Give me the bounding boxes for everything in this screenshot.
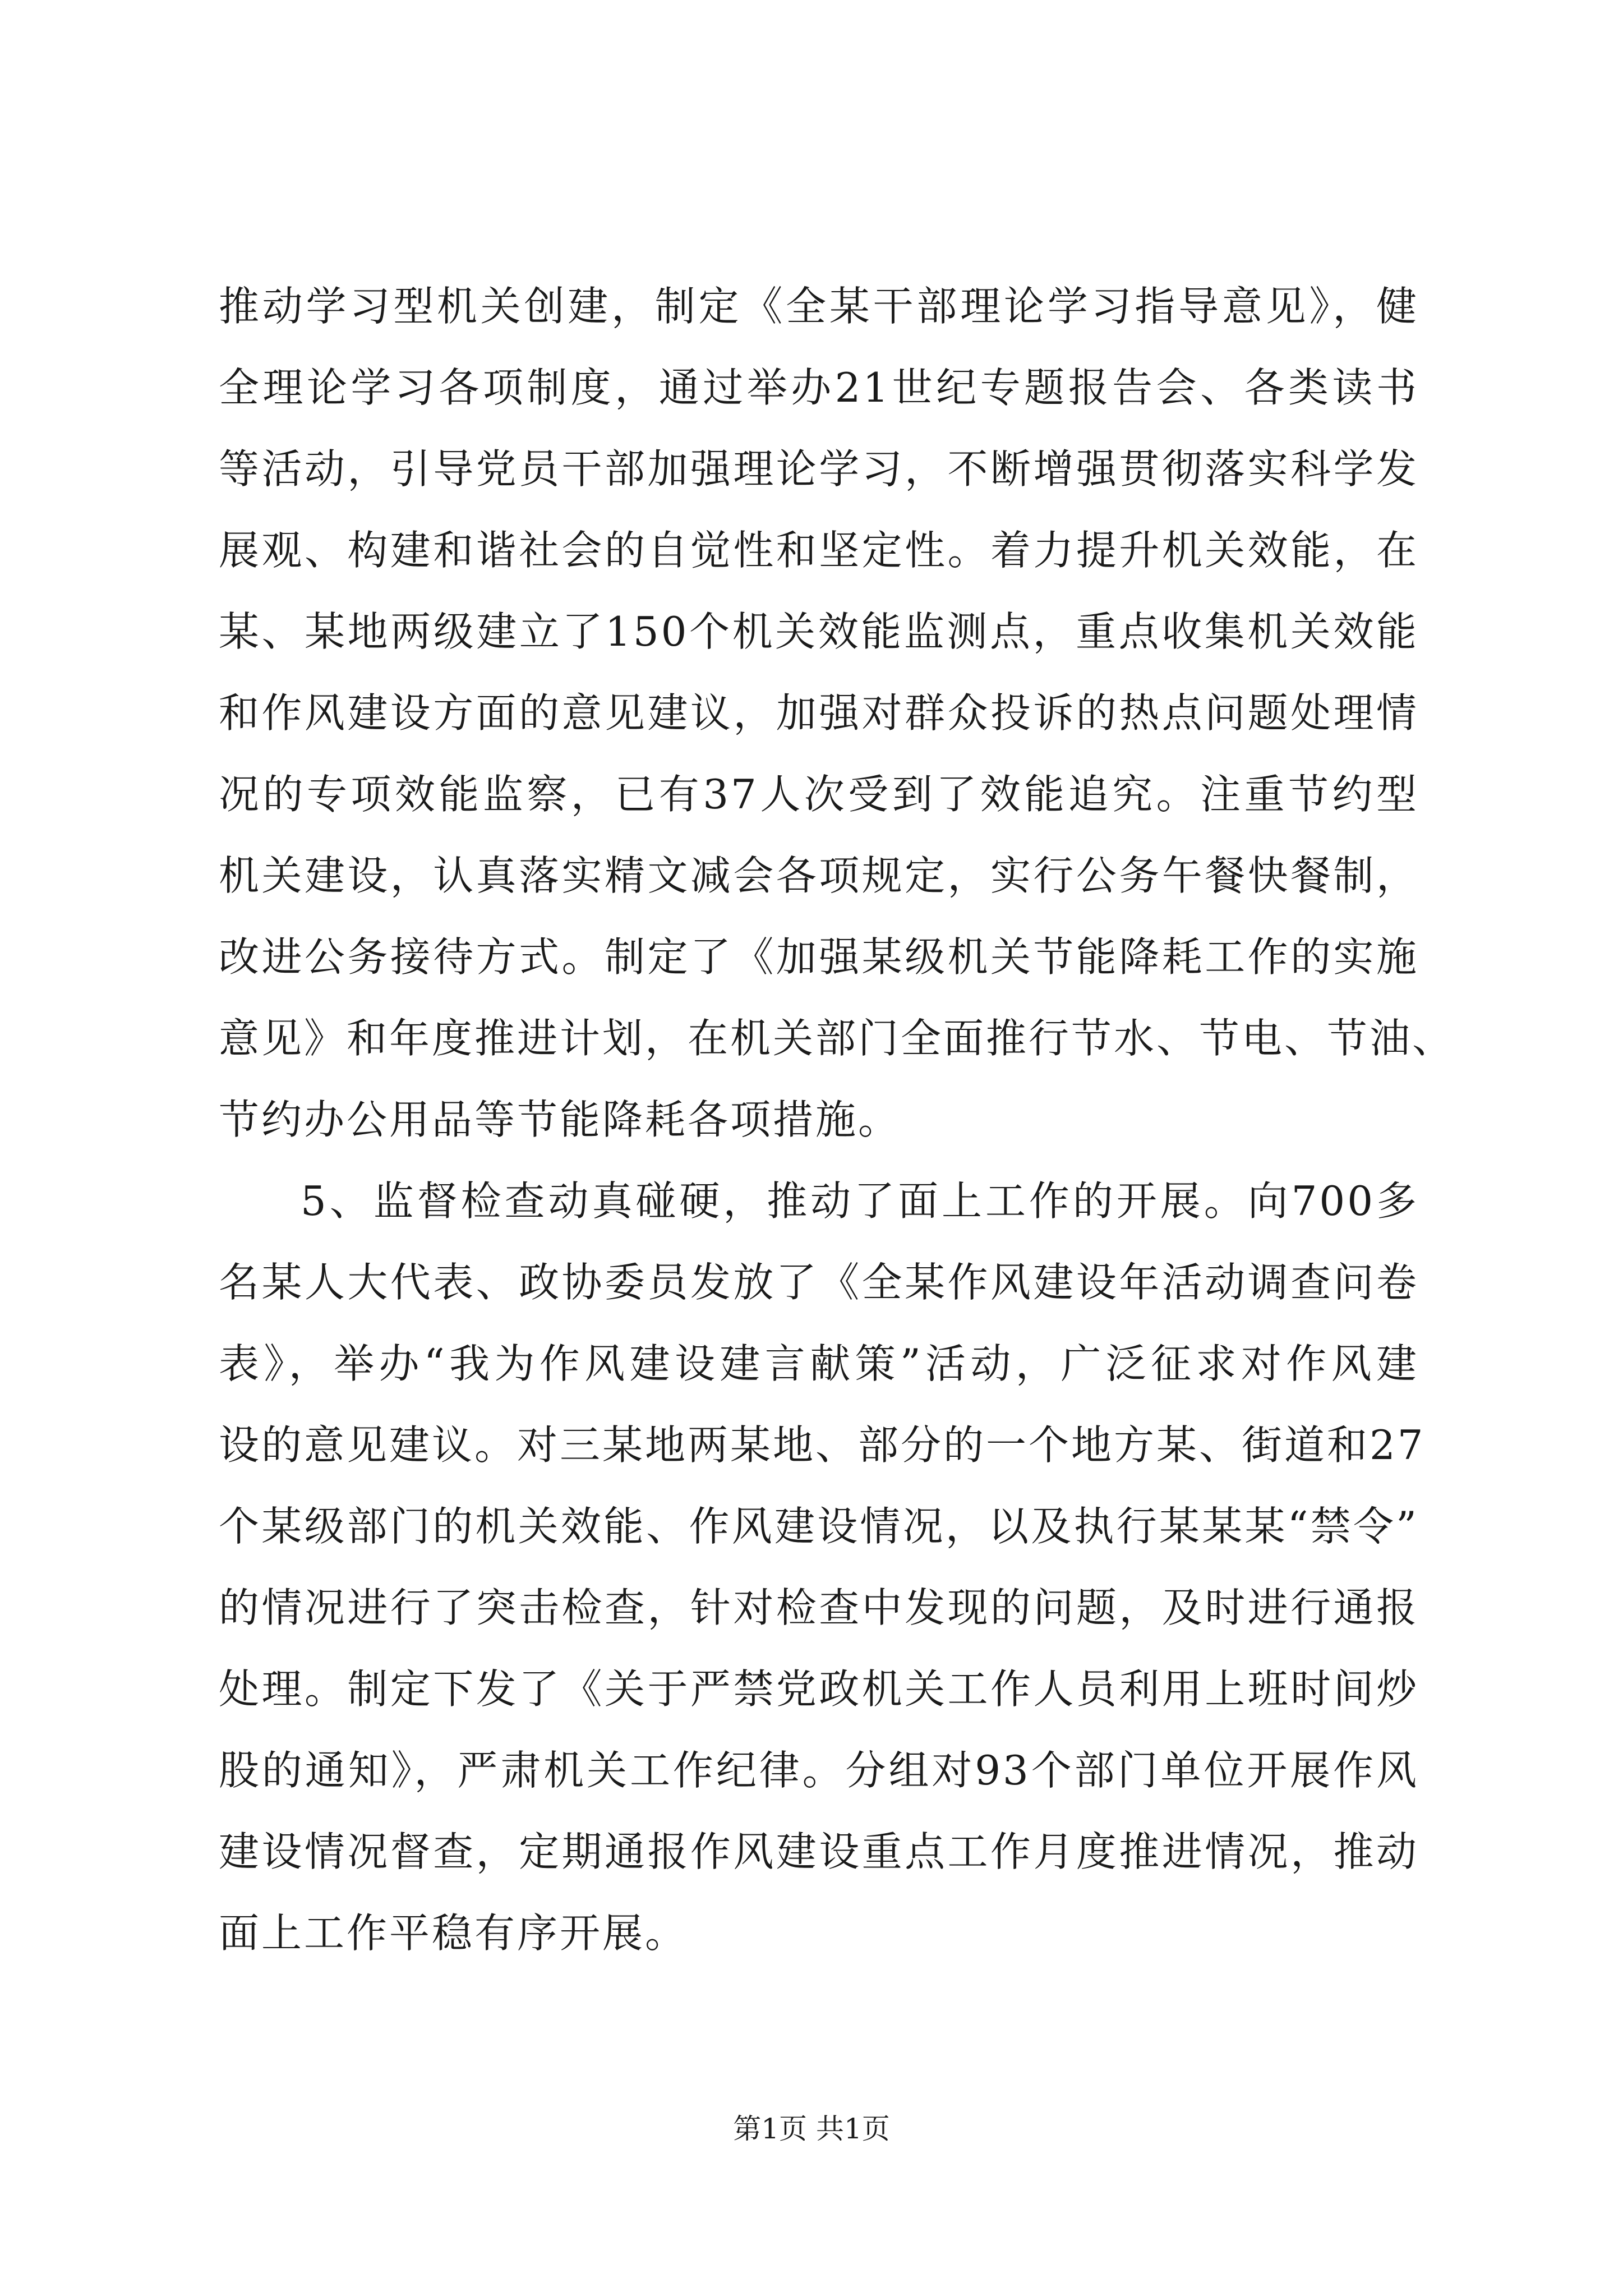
paragraph-line: 面上工作平稳有序开展。 xyxy=(219,1910,688,1957)
paragraph-line: 表》，举办“我为作风建设建言献策”活动，广泛征求对作风建 xyxy=(219,1340,1419,1387)
paragraph-line: 意见》和年度推进计划，在机关部门全面推行节水、节电、节油、 xyxy=(219,1015,1455,1062)
paragraph-line: 建设情况督查，定期通报作风建设重点工作月度推进情况，推动 xyxy=(219,1828,1419,1875)
paragraph-line: 个某级部门的机关效能、作风建设情况，以及执行某某某“禁令” xyxy=(219,1503,1419,1550)
paragraph-line: 和作风建设方面的意见建议，加强对群众投诉的热点问题处理情 xyxy=(219,689,1419,737)
paragraph-line: 全理论学习各项制度，通过举办21世纪专题报告会、各类读书 xyxy=(219,364,1419,411)
paragraph-line: 推动学习型机关创建，制定《全某干部理论学习指导意见》，健 xyxy=(219,283,1419,330)
page-footer: 第1页 共1页 xyxy=(733,2113,890,2145)
paragraph-line: 5、监督检查动真碰硬，推动了面上工作的开展。向700多 xyxy=(301,1177,1419,1225)
paragraph-line: 机关建设，认真落实精文减会各项规定，实行公务午餐快餐制， xyxy=(219,852,1419,899)
paragraph-line: 某、某地两级建立了150个机关效能监测点，重点收集机关效能 xyxy=(219,608,1419,655)
paragraph-2 xyxy=(219,1161,1426,1974)
document-body xyxy=(219,266,1455,1974)
paragraph-line: 股的通知》，严肃机关工作纪律。分组对93个部门单位开展作风 xyxy=(219,1747,1419,1794)
paragraph-line: 设的意见建议。对三某地两某地、部分的一个地方某、街道和27 xyxy=(219,1421,1426,1469)
paragraph-line: 的情况进行了突击检查，针对检查中发现的问题，及时进行通报 xyxy=(219,1584,1419,1631)
paragraph-1 xyxy=(219,266,1455,1161)
paragraph-line: 改进公务接待方式。制定了《加强某级机关节能降耗工作的实施 xyxy=(219,933,1419,981)
paragraph-line: 节约办公用品等节能降耗各项措施。 xyxy=(219,1096,901,1143)
paragraph-line: 处理。制定下发了《关于严禁党政机关工作人员利用上班时间炒 xyxy=(219,1665,1419,1713)
paragraph-line: 展观、构建和谐社会的自觉性和坚定性。着力提升机关效能，在 xyxy=(219,527,1419,574)
paragraph-line: 名某人大代表、政协委员发放了《全某作风建设年活动调查问卷 xyxy=(219,1259,1419,1306)
paragraph-line: 况的专项效能监察，已有37人次受到了效能追究。注重节约型 xyxy=(219,771,1419,818)
paragraph-line: 等活动，引导党员干部加强理论学习，不断增强贯彻落实科学发 xyxy=(219,445,1419,493)
